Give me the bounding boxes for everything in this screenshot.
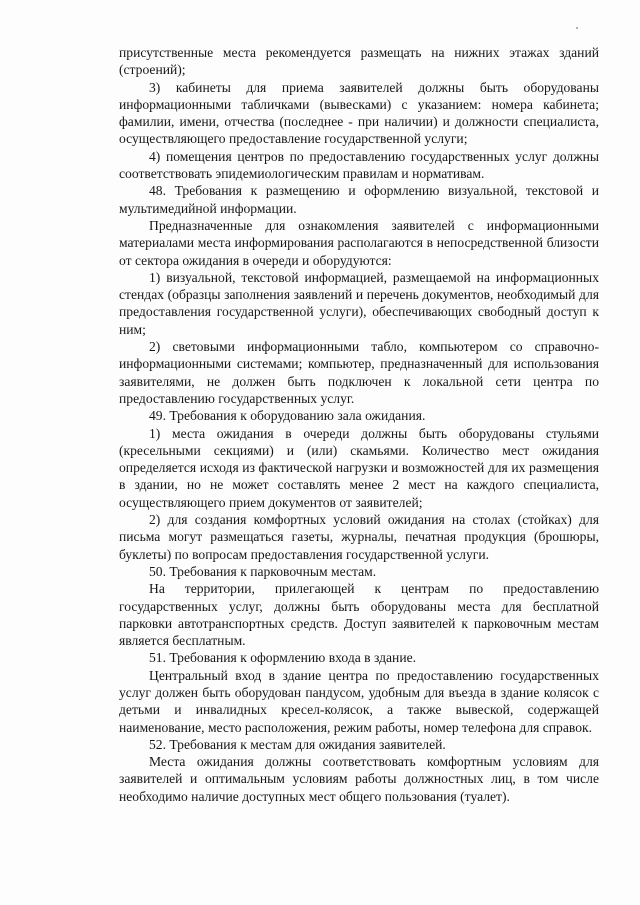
scan-speck [576,27,578,29]
paragraph-light-boards: 2) световыми информационными табло, компьютером со справочно-информационными системами; компьютер, предназначенный для использования заявителями, не должен быть подключен к локальной сети центра по предоставлению государственных услуг. [119,339,599,406]
document-body [119,44,599,805]
paragraph-continuation: присутственные места рекомендуется размещать на нижних этажах зданий (строений); [119,45,599,78]
section-52-heading: 52. Требования к местам для ожидания заявителей. [149,736,446,752]
paragraph-entrance: Центральный вход в здание центра по предоставлению государственных услуг должен быть оборудован пандусом, удобным для въезда в здание колясок с детьми и инвалидных кресел-колясок, а также вывеской, содержащей наименование, место расположения, режим работы, номер телефона для справок. [119,667,599,735]
paragraph-parking: На территории, прилегающей к центрам по предоставлению государственных услуг, должны быть оборудованы места для бесплатной парковки автотранспортных средств. Доступ заявителей к парковочным местам является бесплатным. [119,581,599,649]
paragraph-waiting-places: 1) места ожидания в очереди должны быть оборудованы стульями (кресельными секциями) и (или) скамьями. Количество мест ожидания определяется исходя из фактической нагрузки и возможностей для их размещения в здании, но не может составлять менее 2 мест на каждого специалиста, осуществляющего прием документов от заявителей; [119,425,599,510]
paragraph-waiting-requirements: Места ожидания должны соответствовать комфортным условиям для заявителей и оптимальным условиям работы должностных лиц, в том числе необходимо наличие доступных мест общего пользования (туалет). [119,754,599,804]
section-50-heading: 50. Требования к парковочным местам. [149,563,377,579]
section-49-heading: 49. Требования к оборудованию зала ожидания. [149,408,426,424]
paragraph-visual-information: 1) визуальной, текстовой информацией, размещаемой на информационных стендах (образцы заполнения заявлений и перечень документов, необходимый для предоставления государственной услуги), обеспечивающих свободный доступ к ним; [119,269,599,337]
section-51-heading: 51. Требования к оформлению входа в здание. [149,650,417,666]
paragraph-comfort-conditions: 2) для создания комфортных условий ожидания на столах (стойках) для письма могут размещаться газеты, журналы, печатная продукция (брошюры, буклеты) по вопросам предоставления государственной услуги. [119,512,599,562]
paragraph-information-places: Предназначенные для ознакомления заявителей с информационными материалами места информирования располагаются в непосредственной близости от сектора ожидания в очереди и оборудуются: [119,217,599,268]
paragraph-item-3-cabinets: 3) кабинеты для приема заявителей должны быть оборудованы информационными табличками (вывесками) с указанием: номера кабинета; фамилии, имени, отчества (последнее - при наличии) и должности специалиста, осуществляющего предоставление государственной услуги; [119,79,599,147]
section-48-heading: 48. Требования к размещению и оформлению визуальной, текстовой и мультимедийной информации. [119,183,599,216]
paragraph-item-4-premises: 4) помещения центров по предоставлению государственных услуг должны соответствовать эпидемиологическим правилам и нормативам. [119,148,599,182]
